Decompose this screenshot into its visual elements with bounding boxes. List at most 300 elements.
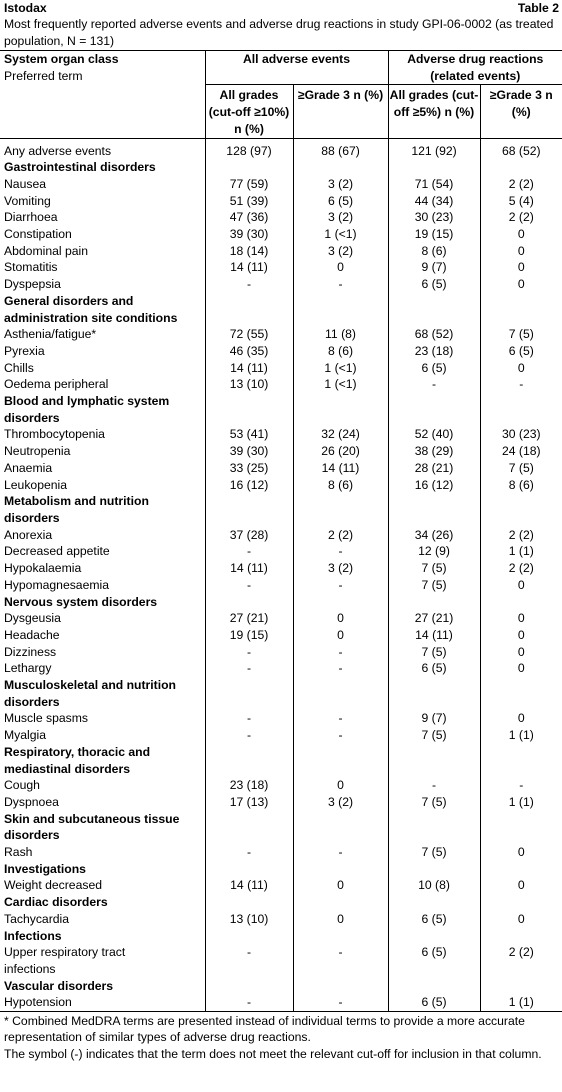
cell-adr-all-grades xyxy=(388,510,480,527)
table-row xyxy=(0,276,562,293)
category-row xyxy=(0,928,562,945)
cell-ae-grade3: 1 (<1) xyxy=(293,376,388,393)
column-header-ae-grade3: ≥Grade 3 n (%) xyxy=(293,85,388,138)
cell-ae-all-grades: 72 (55) xyxy=(205,326,293,343)
preferred-term: Hypomagnesaemia xyxy=(4,577,110,592)
cell-ae-all-grades: - xyxy=(205,577,293,594)
cell-ae-all-grades xyxy=(205,594,293,611)
category-row xyxy=(0,159,562,176)
cell-adr-grade3: - xyxy=(480,777,562,794)
cell-ae-all-grades: - xyxy=(205,844,293,861)
cell-adr-grade3 xyxy=(480,410,562,427)
cell-adr-grade3 xyxy=(480,159,562,176)
table-row xyxy=(0,193,562,210)
cell-ae-all-grades: 23 (18) xyxy=(205,777,293,794)
cell-ae-grade3: 3 (2) xyxy=(293,243,388,260)
cell-ae-all-grades: 46 (35) xyxy=(205,343,293,360)
cell-ae-grade3: 88 (67) xyxy=(293,138,388,159)
cell-ae-all-grades xyxy=(205,744,293,761)
preferred-term: Dyspepsia xyxy=(4,277,61,292)
cell-ae-all-grades: - xyxy=(205,710,293,727)
system-organ-class: Metabolism and nutrition xyxy=(4,494,149,509)
table-row xyxy=(0,560,562,577)
cell-ae-grade3 xyxy=(293,761,388,778)
cell-ae-grade3: 14 (11) xyxy=(293,460,388,477)
cell-ae-grade3: - xyxy=(293,577,388,594)
cell-adr-all-grades: 7 (5) xyxy=(388,727,480,744)
cell-adr-grade3: 0 xyxy=(480,577,562,594)
table-row xyxy=(0,259,562,276)
table-row xyxy=(0,710,562,727)
preferred-term: Myalgia xyxy=(4,728,46,743)
cell-adr-all-grades xyxy=(388,961,480,978)
cell-ae-grade3: 0 xyxy=(293,877,388,894)
system-organ-class: mediastinal disorders xyxy=(4,761,130,776)
system-organ-class: disorders xyxy=(4,694,60,709)
cell-ae-all-grades xyxy=(205,694,293,711)
preferred-term: Nausea xyxy=(4,176,47,191)
cell-ae-all-grades: 53 (41) xyxy=(205,426,293,443)
cell-ae-all-grades: 13 (10) xyxy=(205,911,293,928)
preferred-term: Anorexia xyxy=(4,527,53,542)
table-row xyxy=(0,844,562,861)
system-organ-class: disorders xyxy=(4,410,60,425)
cell-ae-all-grades: 39 (30) xyxy=(205,226,293,243)
category-row xyxy=(0,493,562,510)
cell-ae-grade3: - xyxy=(293,276,388,293)
footnotes xyxy=(0,1011,562,1062)
cell-ae-grade3 xyxy=(293,510,388,527)
cell-adr-grade3: 7 (5) xyxy=(480,326,562,343)
cell-adr-all-grades xyxy=(388,894,480,911)
category-row xyxy=(0,393,562,410)
cell-adr-grade3 xyxy=(480,894,562,911)
cell-adr-all-grades: 68 (52) xyxy=(388,326,480,343)
cell-adr-all-grades: - xyxy=(388,376,480,393)
cell-adr-all-grades: 30 (23) xyxy=(388,209,480,226)
preferred-term: Muscle spasms xyxy=(4,711,88,726)
cell-adr-grade3: 5 (4) xyxy=(480,193,562,210)
cell-adr-all-grades xyxy=(388,293,480,310)
cell-adr-grade3 xyxy=(480,961,562,978)
preferred-term: Anaemia xyxy=(4,460,53,475)
preferred-term: Diarrhoea xyxy=(4,210,58,225)
group-header-all-ae: All adverse events xyxy=(205,51,388,85)
system-organ-class: Skin and subcutaneous tissue xyxy=(4,811,180,826)
table-row xyxy=(0,627,562,644)
cell-ae-grade3 xyxy=(293,310,388,327)
cell-adr-grade3: - xyxy=(480,376,562,393)
category-row xyxy=(0,827,562,844)
cell-adr-all-grades: - xyxy=(388,777,480,794)
cell-ae-grade3 xyxy=(293,159,388,176)
cell-ae-all-grades: 33 (25) xyxy=(205,460,293,477)
cell-adr-all-grades: 52 (40) xyxy=(388,426,480,443)
cell-adr-all-grades: 34 (26) xyxy=(388,527,480,544)
system-organ-class: Nervous system disorders xyxy=(4,594,158,609)
cell-adr-all-grades xyxy=(388,159,480,176)
category-row xyxy=(0,861,562,878)
cell-adr-all-grades: 6 (5) xyxy=(388,994,480,1011)
cell-adr-all-grades xyxy=(388,594,480,611)
cell-adr-grade3: 0 xyxy=(480,610,562,627)
cell-ae-grade3 xyxy=(293,694,388,711)
cell-ae-grade3 xyxy=(293,493,388,510)
category-row xyxy=(0,594,562,611)
system-organ-class: Infections xyxy=(4,928,62,943)
table-row xyxy=(0,610,562,627)
table-row xyxy=(0,176,562,193)
cell-adr-all-grades: 7 (5) xyxy=(388,644,480,661)
preferred-term: Decreased appetite xyxy=(4,544,110,559)
system-organ-class: disorders xyxy=(4,828,60,843)
drug-name: Istodax xyxy=(4,1,47,15)
category-row xyxy=(0,978,562,995)
table-body xyxy=(0,138,562,1011)
cell-ae-grade3: 1 (<1) xyxy=(293,226,388,243)
cell-adr-all-grades: 6 (5) xyxy=(388,360,480,377)
cell-ae-all-grades: - xyxy=(205,660,293,677)
preferred-term: Pyrexia xyxy=(4,343,45,358)
cell-ae-grade3: 0 xyxy=(293,610,388,627)
category-row xyxy=(0,761,562,778)
cell-adr-all-grades xyxy=(388,761,480,778)
cell-ae-all-grades: 14 (11) xyxy=(205,877,293,894)
system-organ-class: administration site conditions xyxy=(4,310,178,325)
cell-adr-all-grades: 7 (5) xyxy=(388,794,480,811)
preferred-term: Abdominal pain xyxy=(4,243,89,258)
table-row xyxy=(0,877,562,894)
cell-ae-all-grades: 37 (28) xyxy=(205,527,293,544)
cell-adr-grade3: 0 xyxy=(480,276,562,293)
table-row xyxy=(0,343,562,360)
cell-ae-grade3 xyxy=(293,594,388,611)
cell-adr-all-grades: 12 (9) xyxy=(388,543,480,560)
cell-adr-all-grades: 28 (21) xyxy=(388,460,480,477)
table-row xyxy=(0,911,562,928)
cell-adr-grade3: 2 (2) xyxy=(480,209,562,226)
table-row xyxy=(0,794,562,811)
cell-ae-all-grades: 18 (14) xyxy=(205,243,293,260)
cell-adr-all-grades: 8 (6) xyxy=(388,243,480,260)
cell-ae-grade3 xyxy=(293,410,388,427)
cell-ae-all-grades: - xyxy=(205,944,293,961)
preferred-term: Hypotension xyxy=(4,995,72,1010)
cell-adr-all-grades: 121 (92) xyxy=(388,138,480,159)
category-row xyxy=(0,310,562,327)
cell-adr-all-grades xyxy=(388,677,480,694)
cell-adr-grade3 xyxy=(480,677,562,694)
cell-ae-all-grades xyxy=(205,861,293,878)
cell-adr-all-grades xyxy=(388,493,480,510)
preferred-term: Thrombocytopenia xyxy=(4,427,105,442)
cell-adr-all-grades: 16 (12) xyxy=(388,477,480,494)
cell-adr-grade3 xyxy=(480,978,562,995)
cell-adr-grade3: 2 (2) xyxy=(480,944,562,961)
cell-adr-grade3: 1 (1) xyxy=(480,727,562,744)
category-row xyxy=(0,744,562,761)
preferred-term: Constipation xyxy=(4,227,72,242)
cell-ae-grade3 xyxy=(293,894,388,911)
preferred-term: Stomatitis xyxy=(4,260,58,275)
preferred-term: Lethargy xyxy=(4,661,52,676)
cell-adr-all-grades xyxy=(388,744,480,761)
category-row xyxy=(0,293,562,310)
cell-ae-all-grades: - xyxy=(205,644,293,661)
cell-adr-grade3: 0 xyxy=(480,644,562,661)
table-label: Table 2 xyxy=(517,1,559,15)
preferred-term: Vomiting xyxy=(4,193,51,208)
cell-adr-grade3: 2 (2) xyxy=(480,176,562,193)
cell-ae-grade3: 8 (6) xyxy=(293,343,388,360)
cell-ae-grade3: 26 (20) xyxy=(293,443,388,460)
cell-adr-grade3: 0 xyxy=(480,911,562,928)
cell-adr-all-grades: 7 (5) xyxy=(388,560,480,577)
preferred-term: Oedema peripheral xyxy=(4,377,109,392)
cell-ae-grade3: - xyxy=(293,727,388,744)
cell-ae-grade3: - xyxy=(293,994,388,1011)
cell-adr-grade3 xyxy=(480,293,562,310)
cell-adr-all-grades: 27 (21) xyxy=(388,610,480,627)
preferred-term: Asthenia/fatigue* xyxy=(4,327,97,342)
footnote-meddra: * Combined MedDRA terms are presented instead of individual terms to provide a more accurate representation of similar types of adverse drug reactions. xyxy=(4,1014,525,1045)
preferred-term: Rash xyxy=(4,845,33,860)
cell-adr-grade3: 1 (1) xyxy=(480,543,562,560)
table-row xyxy=(0,944,562,961)
cell-ae-grade3: 0 xyxy=(293,777,388,794)
table-caption: Most frequently reported adverse events and adverse drug reactions in study GPI-06-0002 (as treated population, N = 131) xyxy=(4,17,554,48)
cell-adr-all-grades xyxy=(388,978,480,995)
cell-ae-all-grades xyxy=(205,978,293,995)
cell-adr-grade3: 6 (5) xyxy=(480,343,562,360)
cell-ae-all-grades: 14 (11) xyxy=(205,360,293,377)
category-row xyxy=(0,510,562,527)
cell-adr-all-grades: 6 (5) xyxy=(388,911,480,928)
system-organ-class: Cardiac disorders xyxy=(4,895,108,910)
system-organ-class: Vascular disorders xyxy=(4,978,114,993)
category-row xyxy=(0,410,562,427)
table-row xyxy=(0,777,562,794)
cell-adr-all-grades xyxy=(388,694,480,711)
preferred-term: infections xyxy=(4,961,56,976)
cell-ae-all-grades: 128 (97) xyxy=(205,138,293,159)
cell-ae-all-grades xyxy=(205,761,293,778)
preferred-term: Dizziness xyxy=(4,644,57,659)
cell-ae-grade3: 0 xyxy=(293,911,388,928)
cell-ae-all-grades: 13 (10) xyxy=(205,376,293,393)
cell-ae-grade3: - xyxy=(293,844,388,861)
cell-ae-all-grades xyxy=(205,811,293,828)
system-organ-class: Blood and lymphatic system xyxy=(4,394,170,409)
cell-adr-all-grades xyxy=(388,393,480,410)
cell-ae-all-grades: 17 (13) xyxy=(205,794,293,811)
cell-adr-all-grades xyxy=(388,827,480,844)
cell-ae-grade3: - xyxy=(293,660,388,677)
cell-adr-grade3: 0 xyxy=(480,360,562,377)
cell-adr-grade3: 1 (1) xyxy=(480,994,562,1011)
cell-adr-grade3: 0 xyxy=(480,844,562,861)
cell-ae-all-grades: 14 (11) xyxy=(205,560,293,577)
cell-ae-all-grades: 51 (39) xyxy=(205,193,293,210)
system-organ-class: Investigations xyxy=(4,861,86,876)
cell-ae-all-grades: 39 (30) xyxy=(205,443,293,460)
cell-ae-grade3 xyxy=(293,861,388,878)
cell-ae-all-grades: - xyxy=(205,727,293,744)
cell-adr-grade3 xyxy=(480,861,562,878)
cell-adr-all-grades: 6 (5) xyxy=(388,660,480,677)
cell-ae-all-grades: 47 (36) xyxy=(205,209,293,226)
system-organ-class: Musculoskeletal and nutrition xyxy=(4,678,176,693)
preferred-term: Neutropenia xyxy=(4,444,71,459)
cell-adr-grade3: 0 xyxy=(480,710,562,727)
system-organ-class: General disorders and xyxy=(4,293,134,308)
cell-adr-grade3 xyxy=(480,928,562,945)
table-row xyxy=(0,727,562,744)
cell-ae-grade3: 3 (2) xyxy=(293,209,388,226)
cell-ae-all-grades xyxy=(205,894,293,911)
preferred-term: Headache xyxy=(4,627,60,642)
column-header-adr-grade3: ≥Grade 3 n (%) xyxy=(480,85,562,138)
cell-ae-grade3: 11 (8) xyxy=(293,326,388,343)
cell-adr-grade3: 2 (2) xyxy=(480,527,562,544)
cell-adr-grade3 xyxy=(480,594,562,611)
cell-ae-all-grades: 77 (59) xyxy=(205,176,293,193)
cell-ae-all-grades xyxy=(205,510,293,527)
cell-ae-all-grades xyxy=(205,677,293,694)
cell-adr-grade3 xyxy=(480,493,562,510)
cell-adr-all-grades xyxy=(388,861,480,878)
cell-ae-grade3 xyxy=(293,928,388,945)
cell-adr-all-grades: 23 (18) xyxy=(388,343,480,360)
footnote-symbol: The symbol (-) indicates that the term does not meet the relevant cut-off for inclusion in that column. xyxy=(4,1046,542,1061)
cell-ae-grade3: - xyxy=(293,644,388,661)
table-row xyxy=(0,660,562,677)
cell-adr-all-grades: 71 (54) xyxy=(388,176,480,193)
cell-ae-grade3: - xyxy=(293,944,388,961)
preferred-term: Dysgeusia xyxy=(4,611,61,626)
cell-ae-grade3: 3 (2) xyxy=(293,794,388,811)
category-row xyxy=(0,811,562,828)
cell-ae-grade3: - xyxy=(293,710,388,727)
cell-ae-grade3: 3 (2) xyxy=(293,176,388,193)
table-row xyxy=(0,443,562,460)
preferred-term: Weight decreased xyxy=(4,878,103,893)
cell-ae-grade3: - xyxy=(293,543,388,560)
cell-ae-all-grades xyxy=(205,293,293,310)
cell-ae-grade3 xyxy=(293,677,388,694)
cell-adr-grade3: 8 (6) xyxy=(480,477,562,494)
cell-adr-all-grades xyxy=(388,928,480,945)
cell-adr-grade3 xyxy=(480,811,562,828)
cell-adr-all-grades: 44 (34) xyxy=(388,193,480,210)
cell-adr-all-grades: 19 (15) xyxy=(388,226,480,243)
cell-adr-grade3: 0 xyxy=(480,627,562,644)
cell-adr-all-grades xyxy=(388,410,480,427)
adverse-events-table xyxy=(0,51,562,1011)
column-header-adr-all-grades: All grades (cut-off ≥5%) n (%) xyxy=(388,85,480,138)
cell-ae-grade3 xyxy=(293,293,388,310)
cell-ae-all-grades: 14 (11) xyxy=(205,259,293,276)
cell-adr-grade3 xyxy=(480,310,562,327)
cell-ae-grade3 xyxy=(293,744,388,761)
group-header-adr: Adverse drug reactions (related events) xyxy=(388,51,562,85)
preferred-term: Tachycardia xyxy=(4,911,70,926)
cell-ae-grade3: 2 (2) xyxy=(293,527,388,544)
preferred-term: Dyspnoea xyxy=(4,794,59,809)
cell-adr-grade3: 68 (52) xyxy=(480,138,562,159)
cell-ae-grade3: 6 (5) xyxy=(293,193,388,210)
cell-adr-grade3: 24 (18) xyxy=(480,443,562,460)
column-header-soc xyxy=(0,51,205,138)
category-row xyxy=(0,677,562,694)
cell-adr-grade3 xyxy=(480,510,562,527)
cell-adr-grade3: 2 (2) xyxy=(480,560,562,577)
table-row xyxy=(0,326,562,343)
table-row xyxy=(0,243,562,260)
table-row xyxy=(0,460,562,477)
category-row xyxy=(0,694,562,711)
category-row xyxy=(0,894,562,911)
preferred-term: Hypokalaemia xyxy=(4,561,82,576)
cell-adr-all-grades: 14 (11) xyxy=(388,627,480,644)
preferred-term: Upper respiratory tract xyxy=(4,945,126,960)
cell-ae-grade3: 32 (24) xyxy=(293,426,388,443)
cell-adr-grade3: 1 (1) xyxy=(480,794,562,811)
cell-ae-all-grades: 19 (15) xyxy=(205,627,293,644)
table-row xyxy=(0,376,562,393)
cell-ae-all-grades xyxy=(205,961,293,978)
cell-ae-all-grades xyxy=(205,928,293,945)
cell-adr-all-grades xyxy=(388,310,480,327)
cell-ae-grade3 xyxy=(293,393,388,410)
cell-ae-grade3: 1 (<1) xyxy=(293,360,388,377)
cell-ae-grade3: 8 (6) xyxy=(293,477,388,494)
cell-adr-grade3 xyxy=(480,827,562,844)
cell-ae-all-grades xyxy=(205,493,293,510)
cell-adr-all-grades xyxy=(388,811,480,828)
cell-ae-grade3 xyxy=(293,811,388,828)
cell-ae-grade3: 0 xyxy=(293,627,388,644)
cell-adr-grade3: 0 xyxy=(480,660,562,677)
cell-adr-all-grades: 9 (7) xyxy=(388,259,480,276)
cell-ae-all-grades xyxy=(205,159,293,176)
preferred-term: Chills xyxy=(4,360,34,375)
table-row xyxy=(0,226,562,243)
cell-ae-all-grades: - xyxy=(205,994,293,1011)
cell-ae-all-grades: - xyxy=(205,276,293,293)
table-row xyxy=(0,477,562,494)
cell-adr-grade3: 0 xyxy=(480,877,562,894)
preferred-term: Leukopenia xyxy=(4,477,68,492)
cell-adr-grade3 xyxy=(480,744,562,761)
cell-adr-all-grades: 38 (29) xyxy=(388,443,480,460)
table-row xyxy=(0,961,562,978)
cell-adr-grade3: 30 (23) xyxy=(480,426,562,443)
table-row xyxy=(0,426,562,443)
cell-adr-grade3: 0 xyxy=(480,226,562,243)
cell-ae-all-grades xyxy=(205,310,293,327)
pt-label: Preferred term xyxy=(4,68,83,83)
system-organ-class: disorders xyxy=(4,510,60,525)
cell-ae-all-grades: - xyxy=(205,543,293,560)
cell-adr-grade3 xyxy=(480,694,562,711)
cell-adr-grade3: 0 xyxy=(480,259,562,276)
cell-adr-grade3 xyxy=(480,393,562,410)
cell-adr-all-grades: 7 (5) xyxy=(388,844,480,861)
table-row xyxy=(0,543,562,560)
cell-adr-grade3 xyxy=(480,761,562,778)
title-row xyxy=(0,0,562,16)
